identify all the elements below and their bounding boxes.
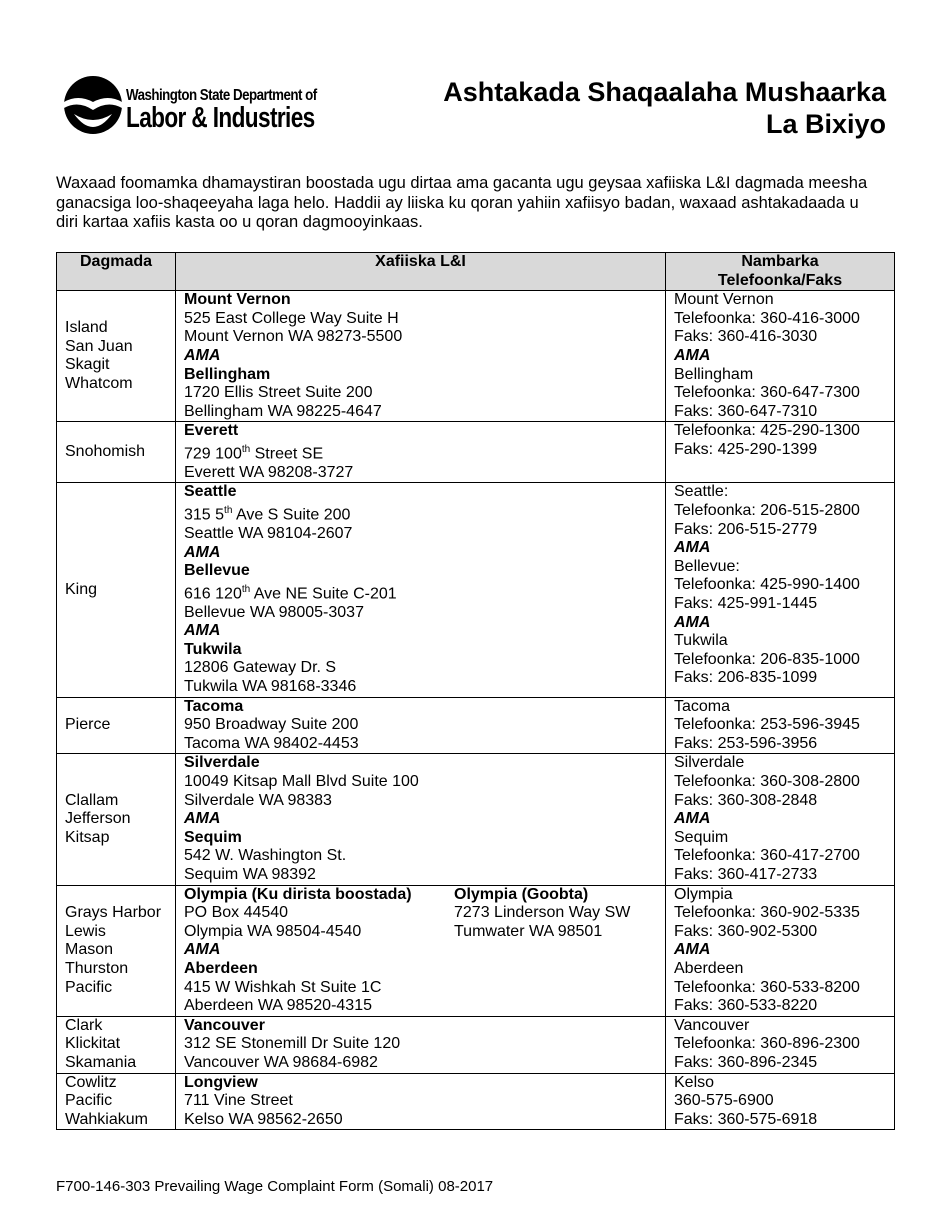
cell-line: Telefoonka: 360-902-5335 bbox=[674, 904, 860, 922]
county-name: Pierce bbox=[65, 716, 111, 734]
cell-line: Tacoma WA 98402-4453 bbox=[184, 734, 359, 752]
cell-line: AMA bbox=[674, 613, 711, 631]
office-cell bbox=[176, 754, 666, 885]
cell-line: Kelso WA 98562-2650 bbox=[184, 1110, 343, 1128]
cell-line: Telefoonka: 206-835-1000 bbox=[674, 650, 860, 668]
cell-line: Seattle: bbox=[674, 483, 729, 501]
county-name: Clark bbox=[65, 1016, 103, 1034]
cell-line: Vancouver bbox=[184, 1016, 265, 1034]
offices-table bbox=[56, 252, 895, 1130]
county-cell bbox=[57, 422, 176, 483]
cell-line: Aberdeen WA 98520-4315 bbox=[184, 997, 372, 1015]
phone-cell bbox=[666, 885, 895, 1016]
cell-line: Everett WA 98208-3727 bbox=[184, 463, 354, 481]
cell-line: 312 SE Stonemill Dr Suite 120 bbox=[184, 1035, 401, 1053]
lni-logo-mark-icon bbox=[62, 74, 124, 136]
cell-line: 360-575-6900 bbox=[674, 1092, 774, 1110]
county-name: Island bbox=[65, 319, 108, 337]
county-name: Grays Harbor bbox=[65, 904, 162, 922]
cell-line: Telefoonka: 253-596-3945 bbox=[674, 716, 860, 734]
table-row bbox=[57, 1073, 895, 1130]
cell-line bbox=[184, 581, 657, 604]
cell-line: Telefoonka: 360-416-3000 bbox=[674, 309, 860, 327]
table-row bbox=[57, 291, 895, 422]
office-cell bbox=[176, 422, 666, 483]
county-name: Cowlitz bbox=[65, 1073, 117, 1091]
cell-line: Seattle WA 98104-2607 bbox=[184, 524, 353, 542]
cell-line: AMA bbox=[184, 543, 221, 561]
cell-line: Mount Vernon bbox=[674, 291, 774, 309]
cell-line: Bellingham WA 98225-4647 bbox=[184, 402, 382, 420]
cell-line: 711 Vine Street bbox=[184, 1092, 293, 1110]
cell-line-text: Ave NE Suite C-201 bbox=[250, 585, 397, 603]
cell-line: 10049 Kitsap Mall Blvd Suite 100 bbox=[184, 773, 419, 791]
cell-line: Bellevue: bbox=[674, 557, 740, 575]
cell-line: Olympia (Goobta) bbox=[454, 885, 589, 903]
ordinal-suffix: th bbox=[241, 443, 251, 455]
logo-department-text: Washington State Department of bbox=[126, 87, 317, 104]
county-name: Lewis bbox=[65, 922, 106, 940]
cell-line: Telefoonka: 360-533-8200 bbox=[674, 978, 860, 996]
county-cell bbox=[57, 291, 176, 422]
document-title bbox=[443, 76, 886, 140]
ordinal-suffix: th bbox=[224, 505, 233, 517]
cell-line: Bellingham bbox=[184, 365, 271, 383]
county-name: Jefferson bbox=[65, 810, 131, 828]
table-row bbox=[57, 1016, 895, 1073]
cell-line: AMA bbox=[674, 810, 711, 828]
cell-line: Silverdale bbox=[674, 754, 745, 772]
county-cell bbox=[57, 885, 176, 1016]
county-name: Klickitat bbox=[65, 1035, 121, 1053]
cell-line: Bellevue bbox=[184, 562, 250, 580]
phone-cell bbox=[666, 1016, 895, 1073]
office-column-header: Xafiiska L&I bbox=[176, 253, 666, 291]
cell-line: AMA bbox=[184, 622, 221, 640]
county-cell bbox=[57, 754, 176, 885]
lni-logo bbox=[62, 74, 342, 136]
table-row bbox=[57, 754, 895, 885]
cell-line: Sequim bbox=[674, 828, 729, 846]
county-cell bbox=[57, 1016, 176, 1073]
cell-line: AMA bbox=[674, 539, 711, 557]
ordinal-suffix: th bbox=[241, 583, 251, 595]
county-name: King bbox=[65, 580, 98, 598]
office-cell bbox=[176, 291, 666, 422]
cell-line: Sequim bbox=[184, 828, 242, 846]
cell-line bbox=[184, 441, 657, 464]
county-name: Skagit bbox=[65, 356, 110, 374]
county-name: Snohomish bbox=[65, 443, 146, 461]
cell-line: 7273 Linderson Way SW bbox=[454, 904, 631, 922]
county-name: Mason bbox=[65, 941, 114, 959]
cell-line: 950 Broadway Suite 200 bbox=[184, 716, 359, 734]
county-name: Whatcom bbox=[65, 374, 133, 392]
cell-line: Faks: 360-533-8220 bbox=[674, 997, 818, 1015]
phone-cell bbox=[666, 1073, 895, 1130]
cell-line: Faks: 206-515-2779 bbox=[674, 520, 818, 538]
cell-line: Tukwila WA 98168-3346 bbox=[184, 678, 357, 696]
phone-cell bbox=[666, 483, 895, 697]
office-address-block bbox=[184, 886, 454, 1016]
county-name: Pacific bbox=[65, 1092, 113, 1110]
county-name: Pacific bbox=[65, 978, 113, 996]
cell-line: Faks: 360-417-2733 bbox=[674, 865, 818, 883]
cell-line-text: Street SE bbox=[250, 445, 324, 463]
cell-line: Aberdeen bbox=[184, 959, 258, 977]
title-line-1: Ashtakada Shaqaalaha Mushaarka bbox=[443, 77, 886, 107]
cell-line: Faks: 360-896-2345 bbox=[674, 1053, 818, 1071]
cell-line: Tumwater WA 98501 bbox=[454, 922, 603, 940]
county-cell bbox=[57, 697, 176, 754]
office-cell bbox=[176, 1073, 666, 1130]
cell-line: AMA bbox=[674, 941, 711, 959]
cell-line-text: 315 5 bbox=[184, 506, 225, 524]
cell-line: Tukwila bbox=[674, 632, 728, 650]
cell-line: Faks: 360-575-6918 bbox=[674, 1110, 818, 1128]
cell-line: 542 W. Washington St. bbox=[184, 847, 347, 865]
cell-line: Faks: 206-835-1099 bbox=[674, 669, 818, 687]
office-address-block bbox=[454, 886, 630, 1016]
office-cell bbox=[176, 885, 666, 1016]
cell-line: Mount Vernon bbox=[184, 291, 291, 309]
table-header-row bbox=[57, 253, 895, 291]
logo-agency-name: Labor & Industries bbox=[126, 102, 315, 134]
cell-line-text: 729 100 bbox=[184, 445, 242, 463]
county-column-header: Dagmada bbox=[57, 253, 176, 291]
cell-line: Faks: 425-290-1399 bbox=[674, 440, 818, 458]
cell-line: 525 East College Way Suite H bbox=[184, 309, 399, 327]
cell-line: Faks: 360-647-7310 bbox=[674, 402, 818, 420]
phone-cell bbox=[666, 754, 895, 885]
office-cell bbox=[176, 697, 666, 754]
cell-line: Faks: 360-416-3030 bbox=[674, 328, 818, 346]
cell-line: Bellevue WA 98005-3037 bbox=[184, 603, 364, 621]
cell-line: Kelso bbox=[674, 1073, 715, 1091]
cell-line: AMA bbox=[184, 941, 221, 959]
phone-column-header bbox=[666, 253, 895, 291]
cell-line: Telefoonka: 360-417-2700 bbox=[674, 847, 860, 865]
title-line-2: La Bixiyo bbox=[765, 109, 886, 139]
cell-line: Faks: 360-902-5300 bbox=[674, 922, 818, 940]
county-name: Clallam bbox=[65, 791, 119, 809]
cell-line: Telefoonka: 360-896-2300 bbox=[674, 1035, 860, 1053]
cell-line: Olympia bbox=[674, 885, 733, 903]
cell-line: Aberdeen bbox=[674, 959, 744, 977]
county-cell bbox=[57, 483, 176, 697]
cell-line: Telefoonka: 425-990-1400 bbox=[674, 576, 860, 594]
cell-line: Tacoma bbox=[184, 697, 244, 715]
cell-line: AMA bbox=[184, 346, 221, 364]
table-row bbox=[57, 697, 895, 754]
cell-line: Tacoma bbox=[674, 697, 731, 715]
office-cell bbox=[176, 1016, 666, 1073]
cell-line: Telefoonka: 206-515-2800 bbox=[674, 502, 860, 520]
phone-cell bbox=[666, 697, 895, 754]
form-footer: F700-146-303 Prevailing Wage Complaint Form (Somali) 08-2017 bbox=[56, 1178, 494, 1195]
phone-header-line-1: Nambarka bbox=[741, 253, 819, 270]
cell-line: 1720 Ellis Street Suite 200 bbox=[184, 384, 373, 402]
table-row bbox=[57, 422, 895, 483]
cell-line: Longview bbox=[184, 1073, 258, 1091]
county-name: Kitsap bbox=[65, 828, 110, 846]
table-row bbox=[57, 483, 895, 697]
cell-line: AMA bbox=[674, 346, 711, 364]
cell-line: PO Box 44540 bbox=[184, 904, 289, 922]
county-cell bbox=[57, 1073, 176, 1130]
county-name: Thurston bbox=[65, 959, 129, 977]
cell-line: 415 W Wishkah St Suite 1C bbox=[184, 978, 382, 996]
cell-line: Silverdale bbox=[184, 754, 260, 772]
county-name: Wahkiakum bbox=[65, 1110, 148, 1128]
cell-line: Telefoonka: 425-290-1300 bbox=[674, 422, 860, 440]
cell-line: Telefoonka: 360-308-2800 bbox=[674, 773, 860, 791]
cell-line: Olympia (Ku dirista boostada) bbox=[184, 885, 412, 903]
cell-line: Faks: 253-596-3956 bbox=[674, 734, 818, 752]
intro-paragraph: Waxaad foomamka dhamaystiran boostada ugu dirtaa ama gacanta ugu geysaa xafiiska L&I dagmada meesha ganacsiga loo-shaqeeyaha laga helo. Haddii ay liiska ku qoran yahiin xafiisyo badan, waxaad ashtakadaada u diri kartaa xafiis kasta oo u qoran dagmooyinkaas. bbox=[56, 174, 868, 232]
cell-line: Everett bbox=[184, 422, 239, 440]
phone-cell bbox=[666, 291, 895, 422]
phone-cell bbox=[666, 422, 895, 483]
cell-line: Vancouver bbox=[674, 1016, 750, 1034]
cell-line: AMA bbox=[184, 810, 221, 828]
cell-line: Mount Vernon WA 98273-5500 bbox=[184, 328, 403, 346]
cell-line: Silverdale WA 98383 bbox=[184, 791, 332, 809]
cell-line: Sequim WA 98392 bbox=[184, 865, 316, 883]
cell-line: Faks: 425-991-1445 bbox=[674, 595, 818, 613]
county-name: San Juan bbox=[65, 337, 133, 355]
county-name: Skamania bbox=[65, 1053, 137, 1071]
table-row bbox=[57, 885, 895, 1016]
cell-line-text: 616 120 bbox=[184, 585, 242, 603]
cell-line bbox=[184, 502, 657, 525]
office-cell bbox=[176, 483, 666, 697]
cell-line: 12806 Gateway Dr. S bbox=[184, 659, 337, 677]
cell-line: Seattle bbox=[184, 483, 237, 501]
cell-line: Faks: 360-308-2848 bbox=[674, 791, 818, 809]
cell-line-text: Ave S Suite 200 bbox=[232, 506, 351, 524]
phone-header-line-2: Telefoonka/Faks bbox=[717, 271, 843, 289]
cell-line: Vancouver WA 98684-6982 bbox=[184, 1053, 378, 1071]
cell-line: Olympia WA 98504-4540 bbox=[184, 922, 362, 940]
cell-line: Tukwila bbox=[184, 640, 242, 658]
cell-line: Telefoonka: 360-647-7300 bbox=[674, 384, 860, 402]
cell-line: Bellingham bbox=[674, 365, 754, 383]
